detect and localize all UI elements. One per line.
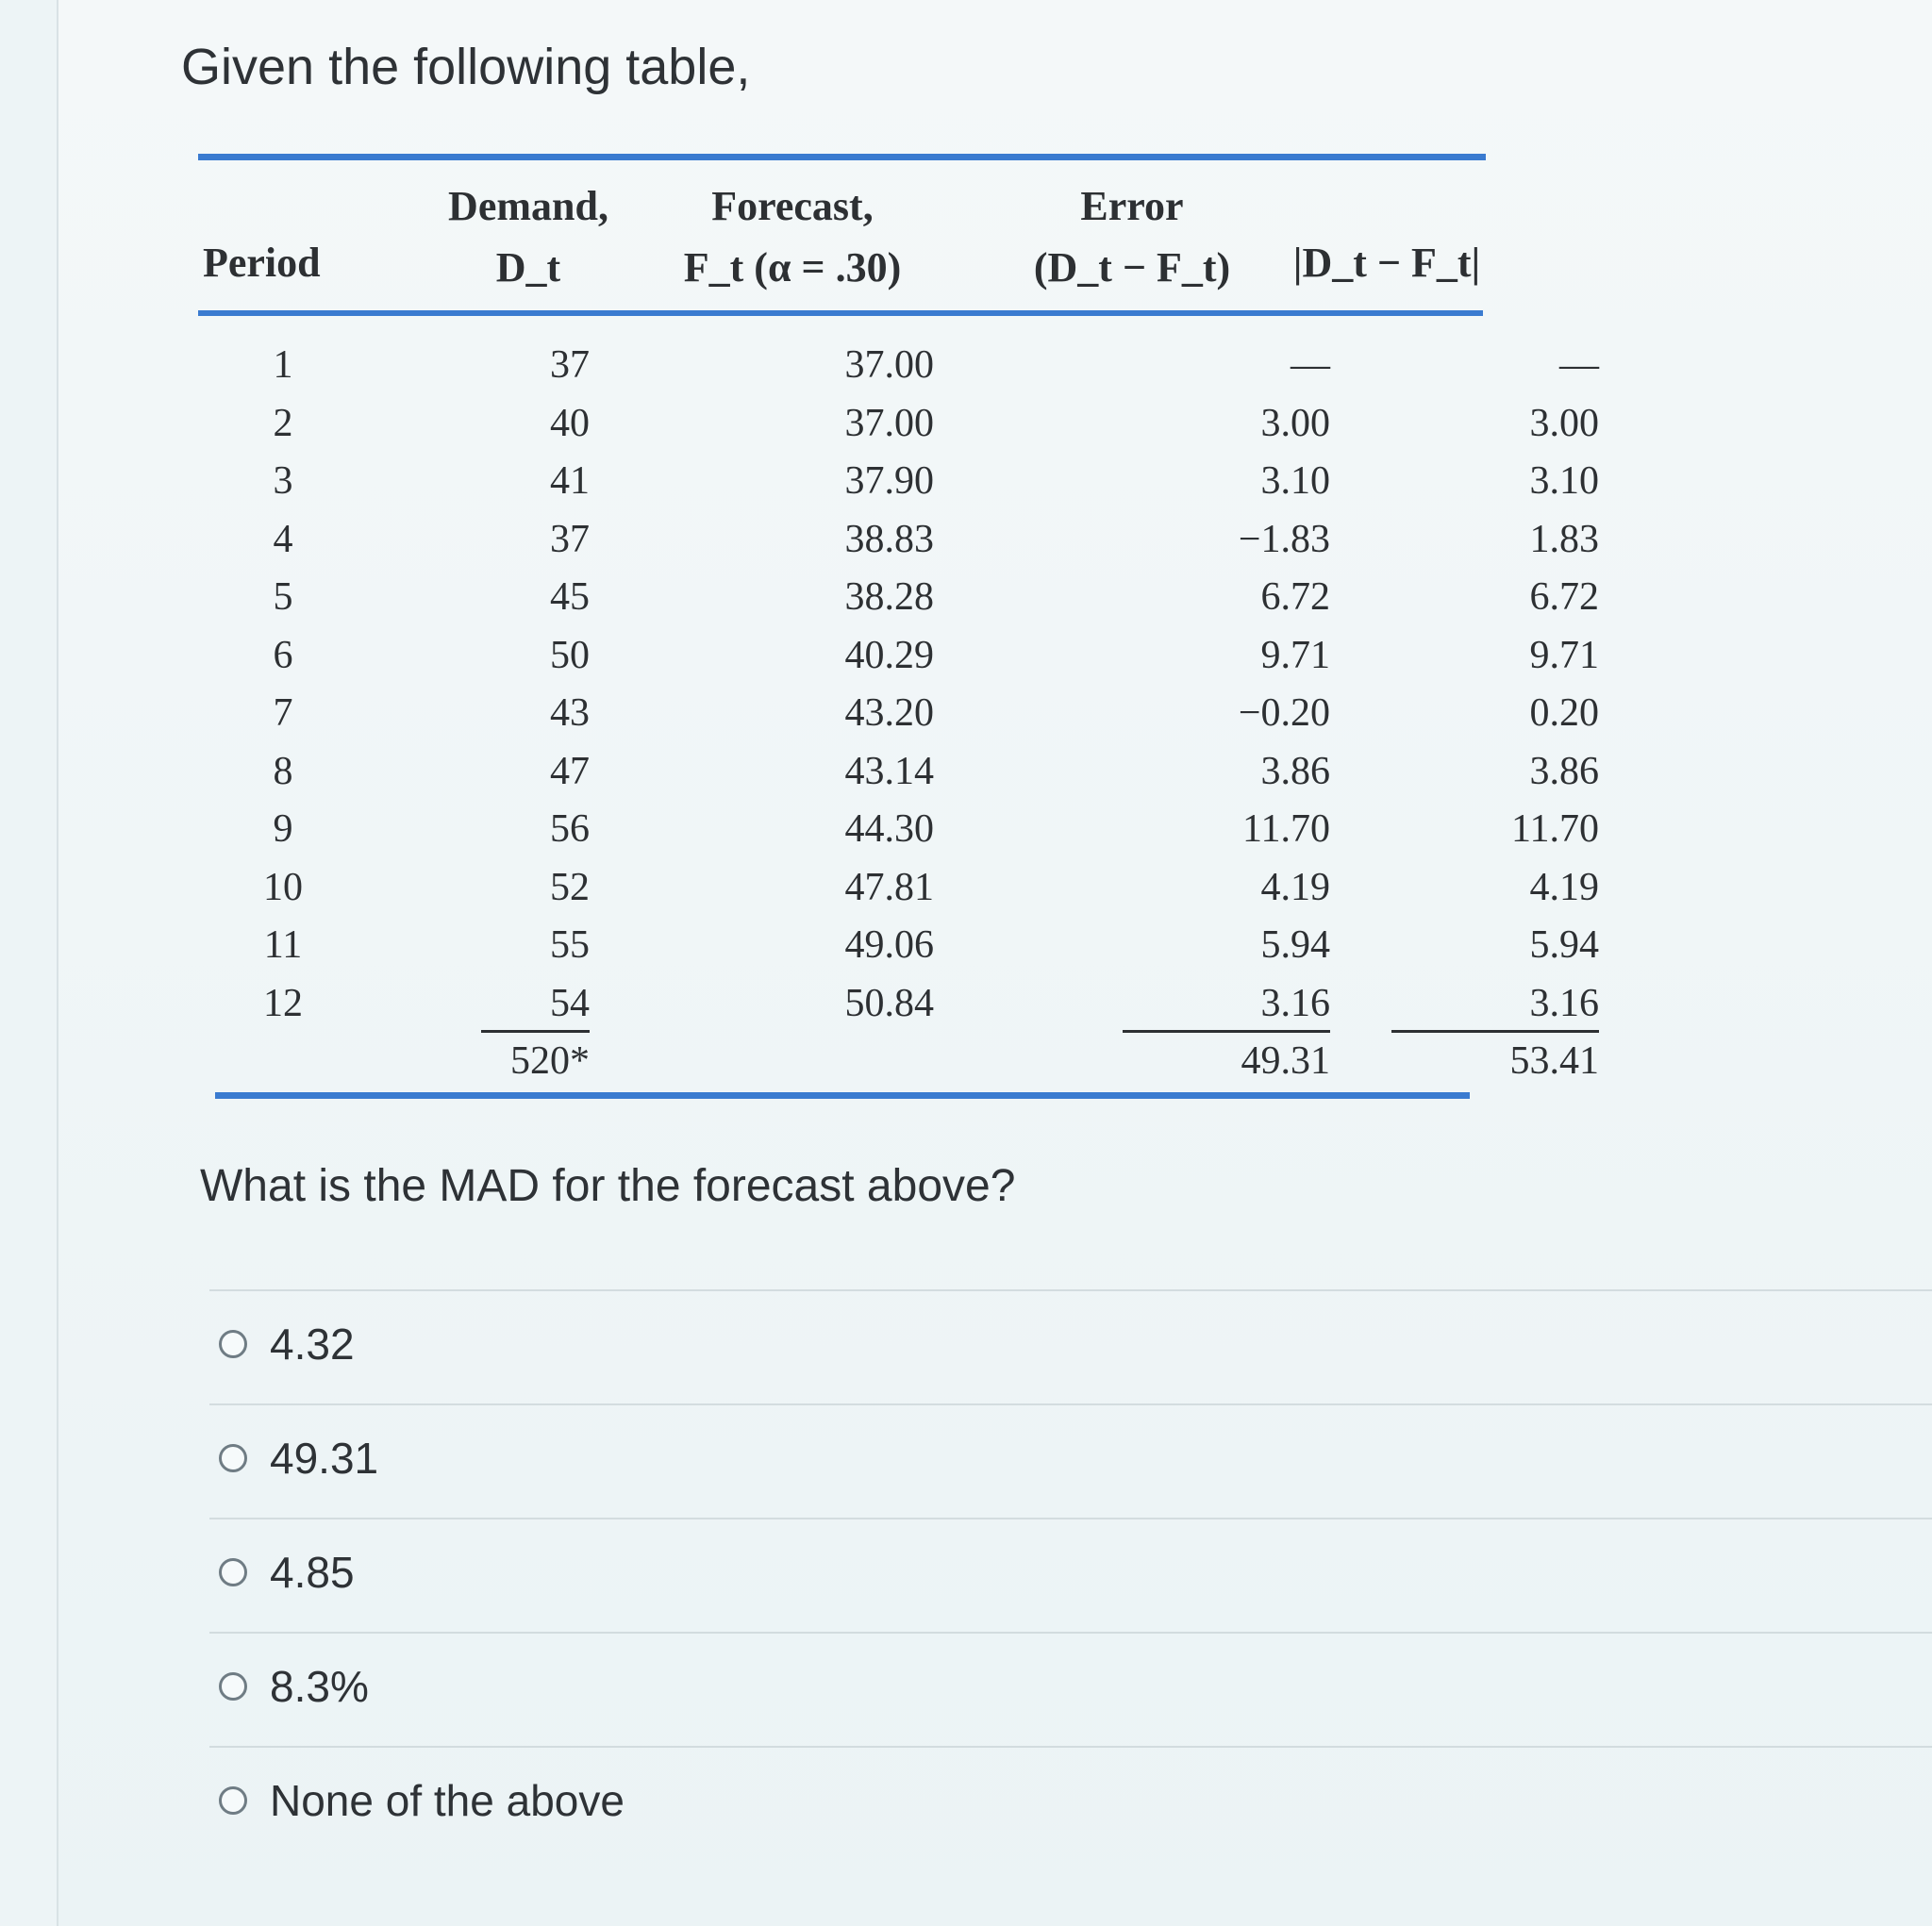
- header-error: [1028, 182, 1236, 291]
- cell-error: 4.19: [1260, 865, 1330, 909]
- cell-demand: 37: [550, 343, 590, 387]
- quiz-page: [57, 0, 1932, 1926]
- cell-abs: 4.19: [1529, 865, 1599, 909]
- header-forecast-line1: Forecast,: [711, 183, 874, 229]
- header-forecast-line2: F_t (α = .30): [683, 244, 902, 291]
- option-label: None of the above: [270, 1776, 625, 1825]
- table-row: [198, 922, 1599, 979]
- cell-period: 11: [263, 923, 303, 967]
- cell-period: 5: [273, 575, 293, 619]
- cell-forecast: 47.81: [844, 865, 934, 909]
- cell-forecast: 50.84: [844, 981, 934, 1025]
- cell-demand: 50: [550, 633, 590, 677]
- radio-button[interactable]: [219, 1330, 247, 1358]
- cell-period: 6: [273, 633, 293, 677]
- cell-error: 3.16: [1123, 981, 1330, 1033]
- cell-demand: 47: [550, 749, 590, 793]
- cell-period: 2: [273, 401, 293, 445]
- cell-forecast: 43.20: [844, 691, 934, 735]
- cell-forecast: 40.29: [844, 633, 934, 677]
- table-row: [198, 749, 1599, 805]
- option-divider: [209, 1518, 1932, 1519]
- table-row: [198, 865, 1599, 921]
- cell-demand: 40: [550, 401, 590, 445]
- cell-abs: 6.72: [1529, 575, 1599, 619]
- cell-period: 9: [273, 807, 293, 851]
- option-label: 8.3%: [270, 1662, 369, 1711]
- header-error-line1: Error: [1080, 183, 1184, 229]
- cell-period: 1: [273, 343, 293, 387]
- option-label: 49.31: [270, 1434, 379, 1483]
- option-divider: [209, 1632, 1932, 1634]
- option-divider: [209, 1289, 1932, 1291]
- total-abs-error: 53.41: [1509, 1039, 1599, 1083]
- cell-abs: 5.94: [1529, 923, 1599, 967]
- intro-text: Given the following table,: [181, 39, 751, 95]
- answer-option[interactable]: [219, 1316, 355, 1372]
- answer-option[interactable]: [219, 1658, 369, 1715]
- answer-option[interactable]: [219, 1430, 378, 1486]
- cell-error: 9.71: [1260, 633, 1330, 677]
- cell-period: 4: [273, 517, 293, 561]
- cell-forecast: 37.00: [844, 343, 934, 387]
- header-demand: [434, 182, 623, 291]
- option-label: 4.85: [270, 1548, 355, 1597]
- option-divider: [209, 1403, 1932, 1405]
- cell-abs: 11.70: [1511, 807, 1599, 851]
- total-demand: 520*: [510, 1039, 590, 1083]
- cell-forecast: 37.00: [844, 401, 934, 445]
- table-header-rule: [198, 310, 1483, 316]
- radio-button[interactable]: [219, 1786, 247, 1815]
- answer-option[interactable]: [219, 1772, 625, 1829]
- cell-period: 3: [273, 459, 293, 503]
- table-top-rule: [198, 154, 1486, 160]
- radio-button[interactable]: [219, 1558, 247, 1586]
- table-bottom-rule: [215, 1092, 1470, 1099]
- table-row: [198, 574, 1599, 631]
- cell-error: −0.20: [1238, 691, 1330, 735]
- cell-abs: 3.00: [1529, 401, 1599, 445]
- header-forecast: [670, 182, 915, 291]
- table-row: [198, 342, 1599, 399]
- cell-period: 10: [263, 865, 303, 909]
- cell-abs: 3.16: [1391, 981, 1599, 1033]
- cell-abs: 3.10: [1529, 459, 1599, 503]
- cell-demand: 41: [550, 459, 590, 503]
- cell-error: 3.10: [1260, 459, 1330, 503]
- cell-error: 5.94: [1260, 923, 1330, 967]
- forecast-table: [198, 154, 1599, 1102]
- cell-demand: 55: [550, 923, 590, 967]
- header-demand-line2: D_t: [495, 244, 561, 291]
- cell-abs: 9.71: [1529, 633, 1599, 677]
- cell-demand: 54: [481, 981, 590, 1033]
- header-period: Period: [203, 240, 321, 286]
- cell-demand: 37: [550, 517, 590, 561]
- table-row: [198, 806, 1599, 863]
- table-row: [198, 401, 1599, 457]
- cell-forecast: 43.14: [844, 749, 934, 793]
- header-demand-line1: Demand,: [448, 183, 608, 229]
- table-row: [198, 633, 1599, 689]
- radio-button[interactable]: [219, 1672, 247, 1701]
- cell-demand: 56: [550, 807, 590, 851]
- cell-period: 8: [273, 749, 293, 793]
- cell-forecast: 37.90: [844, 459, 934, 503]
- radio-button[interactable]: [219, 1444, 247, 1472]
- cell-error: 6.72: [1260, 575, 1330, 619]
- table-row: [198, 517, 1599, 573]
- cell-abs: 1.83: [1529, 517, 1599, 561]
- option-label: 4.32: [270, 1320, 355, 1369]
- table-row: [198, 690, 1599, 747]
- total-error: 49.31: [1241, 1039, 1330, 1083]
- option-divider: [209, 1746, 1932, 1748]
- cell-abs: 3.86: [1529, 749, 1599, 793]
- cell-error: 3.00: [1260, 401, 1330, 445]
- header-error-line2: (D_t − F_t): [1033, 244, 1231, 291]
- cell-forecast: 38.83: [844, 517, 934, 561]
- question-text: What is the MAD for the forecast above?: [200, 1161, 1016, 1211]
- cell-demand: 43: [550, 691, 590, 735]
- cell-error: —: [1291, 343, 1330, 387]
- cell-forecast: 49.06: [844, 923, 934, 967]
- cell-demand: 45: [550, 575, 590, 619]
- cell-period: 12: [263, 981, 303, 1025]
- cell-error: 3.86: [1260, 749, 1330, 793]
- table-row: [198, 981, 1599, 1038]
- cell-abs: 0.20: [1529, 691, 1599, 735]
- header-abs-error: |D_t − F_t|: [1292, 240, 1481, 286]
- cell-error: −1.83: [1238, 517, 1330, 561]
- cell-error: 11.70: [1242, 807, 1330, 851]
- answer-option[interactable]: [219, 1544, 355, 1601]
- totals-row: [198, 1038, 1599, 1095]
- cell-forecast: 44.30: [844, 807, 934, 851]
- table-row: [198, 458, 1599, 515]
- cell-abs: —: [1559, 343, 1599, 387]
- cell-demand: 52: [550, 865, 590, 909]
- cell-period: 7: [273, 691, 293, 735]
- cell-forecast: 38.28: [844, 575, 934, 619]
